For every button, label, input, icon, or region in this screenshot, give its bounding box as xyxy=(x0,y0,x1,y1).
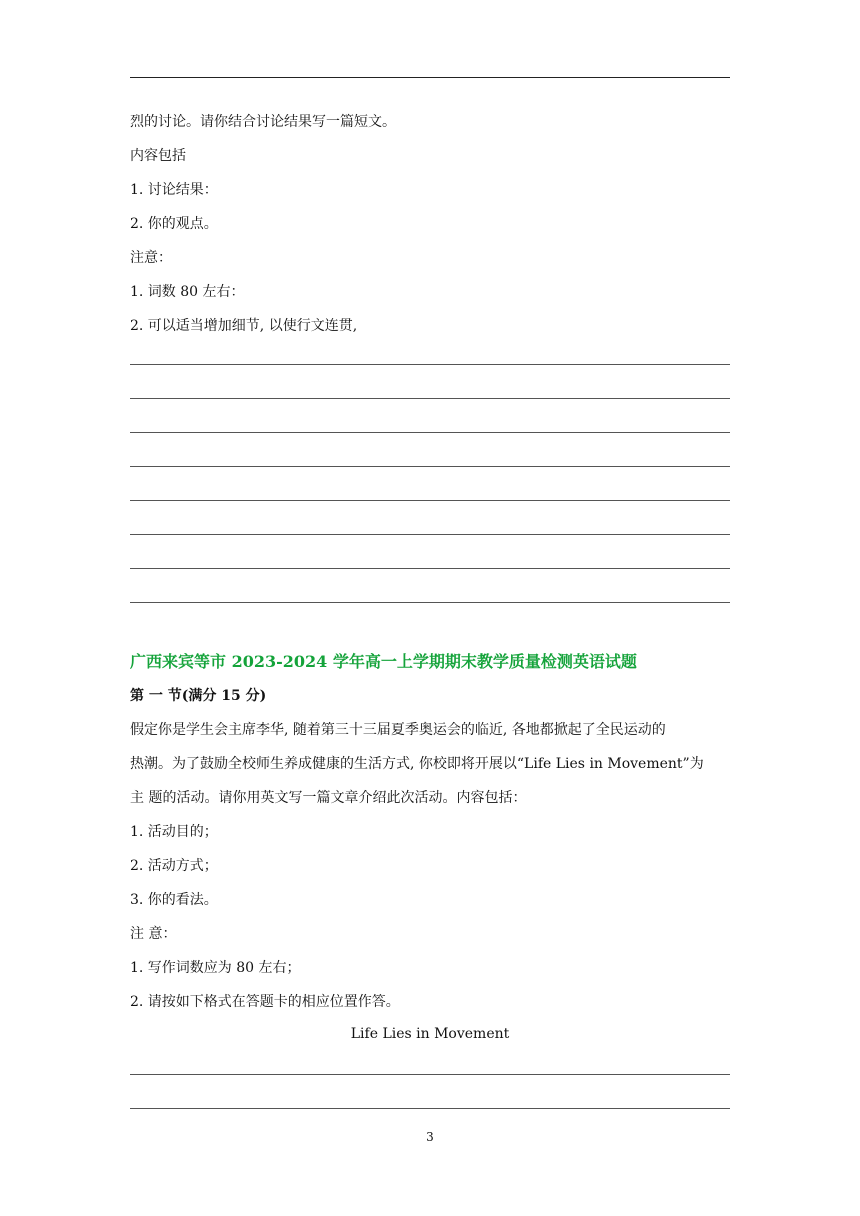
prompt-line: 注 意： xyxy=(130,926,177,942)
writing-line[interactable] xyxy=(130,602,730,603)
writing-line[interactable] xyxy=(130,1108,730,1109)
prompt-line: 注意： xyxy=(130,250,172,266)
prompt-line: 热潮。为了鼓励全校师生养成健康的生活方式, 你校即将开展以“Life Lies in Movement”为 xyxy=(130,756,704,772)
prompt-line: 1. 活动目的； xyxy=(130,824,218,840)
prompt-line: 2. 活动方式； xyxy=(130,858,218,874)
prompt-line: 3. 你的看法。 xyxy=(130,892,218,908)
page-number: 3 xyxy=(426,1130,434,1144)
exam-title: 广西来宾等市 2023-2024 学年高一上学期期末教学质量检测英语试题 xyxy=(130,652,637,671)
prompt-line: 内容包括 xyxy=(130,148,186,164)
writing-line[interactable] xyxy=(130,398,730,399)
writing-line[interactable] xyxy=(130,500,730,501)
prompt-line: 假定你是学生会主席李华, 随着第三十三届夏季奥运会的临近, 各地都掀起了全民运动的 xyxy=(130,722,666,738)
writing-line[interactable] xyxy=(130,534,730,535)
prompt-line: 2. 你的观点。 xyxy=(130,216,218,232)
prompt-line: 2. 请按如下格式在答题卡的相应位置作答。 xyxy=(130,994,400,1010)
writing-line[interactable] xyxy=(130,568,730,569)
prompt-line: 2. 可以适当增加细节, 以使行文连贯, xyxy=(130,318,358,334)
writing-line[interactable] xyxy=(130,466,730,467)
prompt-line: 烈的讨论。请你结合讨论结果写一篇短文。 xyxy=(130,114,396,130)
prompt-line: 主 题的活动。请你用英文写一篇文章介绍此次活动。内容包括： xyxy=(130,790,527,806)
writing-line[interactable] xyxy=(130,432,730,433)
writing-line[interactable] xyxy=(130,1074,730,1075)
essay-title: Life Lies in Movement xyxy=(350,1026,510,1042)
prompt-line: 1. 写作词数应为 80 左右； xyxy=(130,960,301,976)
writing-line[interactable] xyxy=(130,364,730,365)
prompt-line: 1. 讨论结果： xyxy=(130,182,218,198)
prompt-line: 1. 词数 80 左右： xyxy=(130,284,245,300)
section-heading: 第 一 节(满分 15 分) xyxy=(130,688,267,704)
header-rule xyxy=(130,77,730,78)
